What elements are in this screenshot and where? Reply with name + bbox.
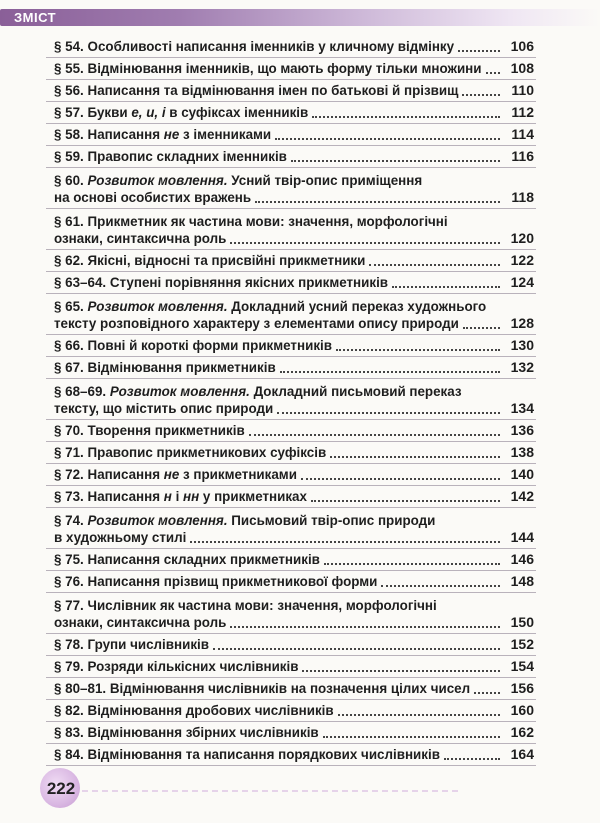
entry-text-part: Букви <box>87 105 132 120</box>
entry-text-part: Ступені порівняння якісних прикметників <box>109 275 389 290</box>
page-ref: 122 <box>510 252 534 268</box>
section-number: § 67. <box>54 360 84 375</box>
entry-title <box>54 315 459 332</box>
toc-entry[interactable] <box>46 571 536 593</box>
entry-text-part: Відмінювання дробових числівників <box>87 703 334 718</box>
entry-text-part: з прикметниками <box>179 467 297 482</box>
table-of-contents <box>46 36 536 762</box>
entry-text-part: Відмінювання та написання порядкових числівників <box>87 747 440 762</box>
entry-title <box>54 82 458 99</box>
dot-leader <box>336 348 500 351</box>
toc-entry[interactable] <box>46 744 536 766</box>
entry-title <box>54 551 320 568</box>
entry-text-part: Правопис прикметникових суфіксів <box>87 445 327 460</box>
page-ref: 156 <box>510 680 534 696</box>
page-ref: 148 <box>510 573 534 589</box>
toc-entry[interactable] <box>46 58 536 80</box>
entry-text-part: Відмінювання прикметників <box>87 360 276 375</box>
toc-entry[interactable] <box>46 250 536 272</box>
entry-text-part: Прикметник як частина мови: значення, морфологічні <box>87 214 448 229</box>
toc-entry[interactable] <box>46 379 536 420</box>
dot-leader <box>275 137 500 140</box>
entry-title <box>88 598 437 613</box>
entry-text-part: Написання <box>87 127 164 142</box>
toc-entry[interactable] <box>46 80 536 102</box>
page-ref: 130 <box>510 337 534 353</box>
entry-text-part: Розвиток мовлення. <box>109 384 250 399</box>
section-number: § 70. <box>54 423 84 438</box>
page-ref: 164 <box>510 746 534 762</box>
section-number: § 78. <box>54 637 84 652</box>
entry-first-line <box>54 172 504 189</box>
dot-leader <box>458 49 500 52</box>
page-ref: 142 <box>510 488 534 504</box>
entry-first-line <box>54 383 504 400</box>
section-number: § 75. <box>54 552 84 567</box>
dot-leader <box>230 625 500 628</box>
entry-text-part: Написання прізвищ прикметникової форми <box>87 574 378 589</box>
page-ref: 120 <box>510 230 534 246</box>
page-ref: 106 <box>510 38 534 54</box>
entry-title <box>54 746 440 763</box>
dot-leader <box>213 647 500 650</box>
page-ref: 152 <box>510 636 534 652</box>
toc-entry[interactable] <box>46 168 536 209</box>
toc-entry[interactable] <box>46 634 536 656</box>
entry-title <box>54 104 308 121</box>
entry-text-part: Написання <box>87 467 164 482</box>
section-number: § 58. <box>54 127 84 142</box>
entry-title <box>88 214 448 229</box>
section-header <box>0 6 600 28</box>
section-number: § 55. <box>54 61 84 76</box>
entry-first-line <box>54 298 504 315</box>
toc-entry[interactable] <box>46 700 536 722</box>
section-number: § 73. <box>54 489 84 504</box>
section-number: § 57. <box>54 105 84 120</box>
page-ref: 112 <box>511 104 534 120</box>
entry-title <box>54 337 332 354</box>
entry-text-part: в художньому стилі <box>54 530 187 545</box>
entry-title <box>54 614 226 631</box>
section-number: § 77. <box>54 598 84 613</box>
toc-entry[interactable] <box>46 420 536 442</box>
section-number: § 84. <box>54 747 84 762</box>
dot-leader <box>301 477 500 480</box>
dot-leader <box>249 433 500 436</box>
section-number: § 68–69. <box>54 384 107 399</box>
dot-leader <box>312 115 500 118</box>
dot-leader <box>311 499 500 502</box>
entry-title <box>54 636 209 653</box>
entry-text-part: Розвиток мовлення. <box>87 299 228 314</box>
section-number: § 74. <box>54 513 84 528</box>
page-ref: 134 <box>510 400 534 416</box>
dot-leader <box>324 562 500 565</box>
entry-first-line <box>54 213 504 230</box>
page-ref: 160 <box>510 702 534 718</box>
entry-title <box>54 444 326 461</box>
entry-title <box>54 488 307 505</box>
dot-leader <box>190 540 500 543</box>
section-number: § 62. <box>54 253 84 268</box>
dot-leader <box>338 713 500 716</box>
page-ref: 138 <box>510 444 534 460</box>
entry-text-part: тексту розповідного характеру з елементами опису природи <box>54 316 459 331</box>
entry-title <box>54 466 297 483</box>
entry-text-part: Розряди кількісних числівників <box>87 659 299 674</box>
entry-text-part: з іменниками <box>179 127 272 142</box>
entry-title <box>54 422 245 439</box>
entry-text-part: н <box>163 489 172 504</box>
entry-title <box>88 173 423 188</box>
toc-entry[interactable] <box>46 722 536 744</box>
entry-title <box>54 529 186 546</box>
entry-text-part: Творення прикметників <box>87 423 245 438</box>
page-ref: 128 <box>510 315 534 331</box>
section-number: § 82. <box>54 703 84 718</box>
dot-leader <box>302 669 500 672</box>
entry-title <box>54 400 273 417</box>
entry-title <box>54 680 470 697</box>
entry-text-part: ознаки, синтаксична роль <box>54 615 227 630</box>
entry-text-part: Усний твір-опис приміщення <box>227 173 423 188</box>
page-ref: 144 <box>510 529 534 545</box>
entry-text-part: тексту, що містить опис природи <box>54 401 274 416</box>
toc-entry[interactable] <box>46 486 536 508</box>
page-ref: 140 <box>510 466 534 482</box>
toc-entry[interactable] <box>46 678 536 700</box>
section-number: § 79. <box>54 659 84 674</box>
entry-text-part: Письмовий твір-опис природи <box>227 513 436 528</box>
footer-decoration <box>82 790 462 792</box>
page-ref: 150 <box>510 614 534 630</box>
page-ref: 118 <box>511 189 534 205</box>
dot-leader <box>444 757 500 760</box>
dot-leader <box>474 691 500 694</box>
dot-leader <box>462 93 500 96</box>
entry-first-line <box>54 597 504 614</box>
page-ref: 124 <box>510 274 534 290</box>
section-number: § 56. <box>54 83 84 98</box>
entry-title <box>110 384 462 399</box>
page-number-badge <box>40 768 82 810</box>
dot-leader <box>277 411 500 414</box>
section-number: § 66. <box>54 338 84 353</box>
toc-entry[interactable] <box>46 508 536 549</box>
entry-title <box>88 513 436 528</box>
entry-title <box>54 126 271 143</box>
section-number: § 63–64. <box>54 275 107 290</box>
dot-leader <box>255 200 500 203</box>
entry-text-part: Докладний письмовий переказ <box>249 384 462 399</box>
section-number: § 80–81. <box>54 681 107 696</box>
entry-title <box>54 230 226 247</box>
section-number: § 59. <box>54 149 84 164</box>
page-ref: 116 <box>511 148 534 164</box>
entry-text-part: е, и, і <box>131 105 166 120</box>
page-ref: 108 <box>510 60 534 76</box>
section-number: § 76. <box>54 574 84 589</box>
dot-leader <box>486 71 500 74</box>
toc-entry[interactable] <box>46 294 536 335</box>
section-number: § 65. <box>54 299 84 314</box>
entry-title <box>88 299 487 314</box>
page-ref: 110 <box>511 82 534 98</box>
entry-title <box>54 148 287 165</box>
toc-entry[interactable] <box>46 272 536 294</box>
toc-entry[interactable] <box>46 656 536 678</box>
entry-text-part: Докладний усний переказ художнього <box>227 299 487 314</box>
entry-text-part: нн <box>183 489 200 504</box>
dot-leader <box>291 159 500 162</box>
entry-text-part: на основі особистих вражень <box>54 190 252 205</box>
toc-entry[interactable] <box>46 36 536 58</box>
section-number: § 60. <box>54 173 84 188</box>
header-title: ЗМІСТ <box>14 10 57 25</box>
toc-entry[interactable] <box>46 464 536 486</box>
toc-entry[interactable] <box>46 146 536 168</box>
entry-text-part: Числівник як частина мови: значення, морфологічні <box>87 598 437 613</box>
page-number: 222 <box>46 779 76 798</box>
entry-text-part: і <box>171 489 184 504</box>
entry-title <box>54 702 334 719</box>
entry-text-part: Повні й короткі форми прикметників <box>87 338 332 353</box>
entry-text-part: Правопис складних іменників <box>87 149 287 164</box>
entry-text-part: у прикметниках <box>199 489 307 504</box>
page-ref: 136 <box>510 422 534 438</box>
page-ref: 154 <box>510 658 534 674</box>
page-ref: 114 <box>511 126 534 142</box>
section-number: § 54. <box>54 39 84 54</box>
page-ref: 132 <box>510 359 534 375</box>
entry-text-part: Групи числівників <box>87 637 209 652</box>
dot-leader <box>330 455 500 458</box>
entry-title <box>54 60 482 77</box>
dot-leader <box>392 285 500 288</box>
entry-text-part: Відмінювання числівників на позначення цілих чисел <box>109 681 471 696</box>
entry-text-part: ознаки, синтаксична роль <box>54 231 227 246</box>
toc-entry[interactable] <box>46 102 536 124</box>
entry-text-part: в суфіксах іменників <box>165 105 309 120</box>
dot-leader <box>369 263 500 266</box>
entry-text-part: Особливості написання іменників у кличному відмінку <box>87 39 455 54</box>
page-ref: 162 <box>510 724 534 740</box>
entry-text-part: Розвиток мовлення. <box>87 513 228 528</box>
entry-text-part: не <box>163 467 180 482</box>
toc-entry[interactable] <box>46 209 536 250</box>
entry-first-line <box>54 512 504 529</box>
entry-text-part: Відмінювання збірних числівників <box>87 725 319 740</box>
section-number: § 72. <box>54 467 84 482</box>
toc-entry[interactable] <box>46 442 536 464</box>
entry-text-part: Відмінювання іменників, що мають форму тільки множини <box>87 61 482 76</box>
header-bar <box>0 9 600 26</box>
entry-text-part: Написання та відмінювання імен по батькові й прізвищ <box>87 83 459 98</box>
toc-entry[interactable] <box>46 549 536 571</box>
entry-text-part: не <box>163 127 180 142</box>
entry-text-part: Написання <box>87 489 164 504</box>
entry-title <box>54 274 388 291</box>
entry-title <box>54 359 276 376</box>
entry-text-part: Написання складних прикметників <box>87 552 320 567</box>
dot-leader <box>230 241 500 244</box>
entry-title <box>54 573 377 590</box>
toc-entry[interactable] <box>46 593 536 634</box>
dot-leader <box>323 735 500 738</box>
entry-title <box>54 724 319 741</box>
dot-leader <box>280 370 500 373</box>
toc-entry[interactable] <box>46 357 536 379</box>
entry-text-part: Розвиток мовлення. <box>87 173 228 188</box>
entry-title <box>54 658 298 675</box>
entry-title <box>54 38 454 55</box>
section-number: § 71. <box>54 445 84 460</box>
dot-leader <box>381 584 500 587</box>
toc-entry[interactable] <box>46 124 536 146</box>
section-number: § 83. <box>54 725 84 740</box>
entry-title <box>54 252 365 269</box>
section-number: § 61. <box>54 214 84 229</box>
toc-entry[interactable] <box>46 335 536 357</box>
entry-text-part: Якісні, відносні та присвійні прикметники <box>87 253 366 268</box>
dot-leader <box>463 326 500 329</box>
page-ref: 146 <box>510 551 534 567</box>
entry-title <box>54 189 251 206</box>
